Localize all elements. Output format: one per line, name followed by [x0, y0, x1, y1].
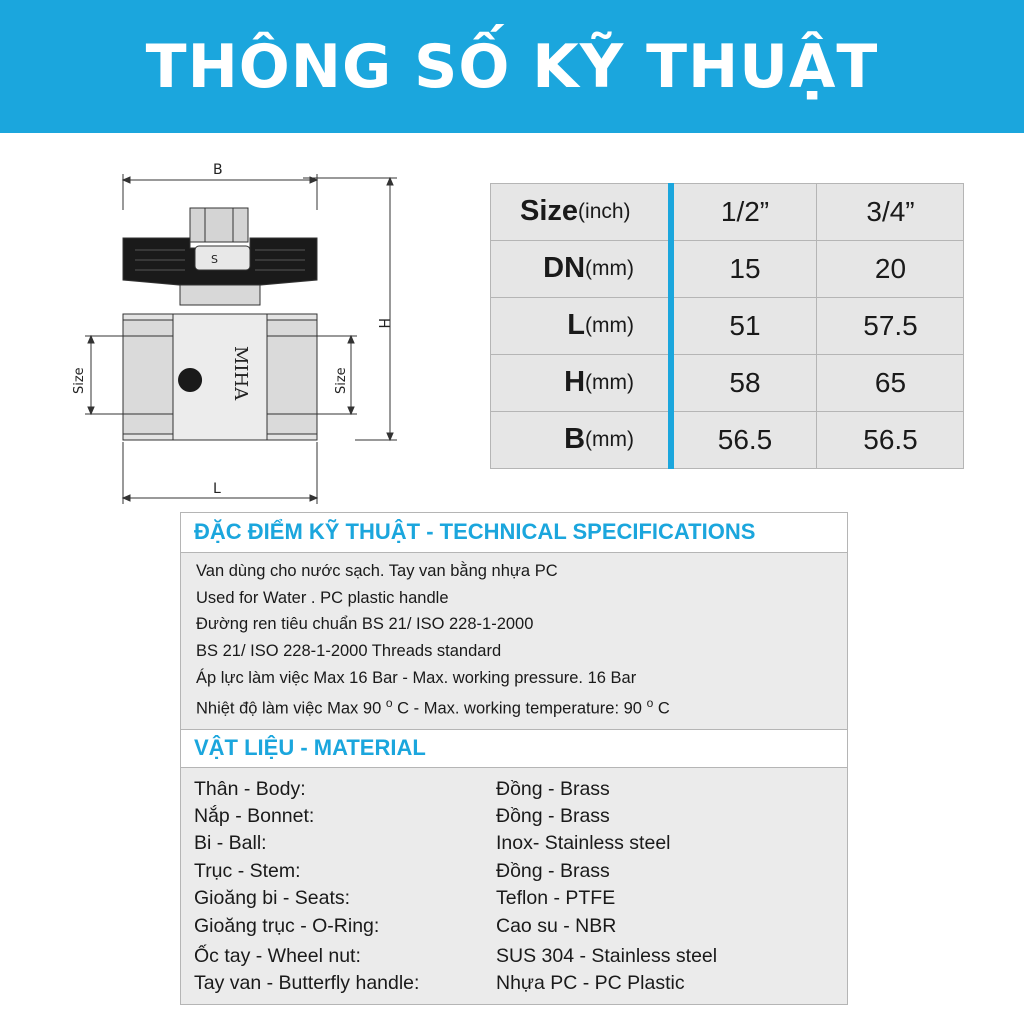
material-part: Tay van - Butterfly handle:: [194, 972, 420, 994]
cell-h-1: 58: [729, 366, 761, 398]
row-label-l: [490, 297, 668, 354]
material-value: Nhựa PC - PC Plastic: [496, 972, 685, 994]
spec-line: BS 21/ ISO 228-1-2000 Threads standard: [196, 642, 502, 660]
row-unit: (mm): [585, 427, 634, 451]
spec-line: Used for Water . PC plastic handle: [196, 589, 449, 607]
material-value: Đồng - Brass: [496, 860, 610, 882]
cell-size-three-quarter: 3/4”: [866, 195, 915, 227]
cell-h-2: 65: [874, 366, 907, 398]
cell-dn-1: 15: [729, 252, 761, 284]
temp-text: C - Max. working temperature: 90: [397, 699, 642, 718]
material-value: Inox- Stainless steel: [496, 832, 671, 854]
row-label-dn: [490, 240, 668, 297]
degree-sign: o: [385, 696, 393, 710]
spec-line: Đường ren tiêu chuẩn BS 21/ ISO 228-1-2000: [196, 615, 534, 633]
material-value: SUS 304 - Stainless steel: [496, 945, 718, 967]
spec-line-temperature: [196, 696, 670, 719]
valve-drawing: [55, 150, 415, 510]
specs-heading: ĐẶC ĐIỂM KỸ THUẬT - TECHNICAL SPECIFICATIONS: [194, 519, 756, 544]
header-banner: [0, 0, 1024, 133]
handle-mark: S: [211, 253, 218, 266]
row-unit: (mm): [585, 313, 634, 337]
row-unit: (mm): [585, 256, 634, 280]
material-value: Đồng - Brass: [496, 778, 610, 800]
temp-text: C: [657, 699, 670, 718]
dim-size-right-label: Size: [334, 367, 349, 394]
cell-l-2: 57.5: [863, 309, 918, 341]
row-label-size: [490, 183, 668, 240]
dim-h-label: H: [375, 318, 391, 329]
material-value: Đồng - Brass: [496, 805, 610, 827]
material-part: Gioăng trục - O-Ring:: [194, 915, 380, 937]
material-heading: VẬT LIỆU - MATERIAL: [194, 735, 426, 760]
material-part: Trục - Stem:: [194, 860, 301, 882]
spec-line: Van dùng cho nước sạch. Tay van bằng nhựa PC: [196, 562, 558, 580]
material-value: Cao su - NBR: [496, 915, 617, 937]
row-key: L: [567, 309, 586, 341]
row-key: Size: [520, 195, 579, 227]
row-key: DN: [543, 252, 586, 284]
row-label-h: [490, 354, 668, 411]
material-part: Gioăng bi - Seats:: [194, 887, 351, 909]
material-part: Bi - Ball:: [194, 832, 267, 854]
dim-l-label: L: [213, 481, 221, 497]
row-key: H: [564, 366, 586, 398]
spec-line: Áp lực làm việc Max 16 Bar - Max. working pressure. 16 Bar: [196, 669, 637, 687]
cell-b-2: 56.5: [863, 423, 918, 455]
material-part: Thân - Body:: [194, 778, 306, 800]
degree-sign: o: [646, 696, 654, 710]
cell-b-1: 56.5: [717, 423, 773, 455]
dim-size-left-label: Size: [72, 367, 87, 394]
dim-b-label: B: [213, 162, 223, 178]
size-table: [490, 183, 964, 469]
cell-l-1: 51: [729, 309, 761, 341]
cell-dn-2: 20: [874, 252, 907, 284]
body-brand-text: MIHA: [230, 346, 251, 401]
page-title: THÔNG SỐ KỸ THUẬT: [145, 31, 879, 102]
temp-text: Nhiệt độ làm việc Max 90: [196, 699, 382, 718]
row-key: B: [564, 423, 586, 455]
spec-box: [180, 512, 848, 1005]
material-part: Ốc tay - Wheel nut:: [194, 945, 361, 967]
row-unit: (mm): [585, 370, 634, 394]
row-unit: (inch): [578, 199, 631, 223]
material-value: Teflon - PTFE: [496, 887, 616, 909]
cell-size-half: 1/2”: [720, 195, 770, 227]
row-label-b: [490, 411, 668, 468]
material-part: Nắp - Bonnet:: [194, 805, 315, 827]
